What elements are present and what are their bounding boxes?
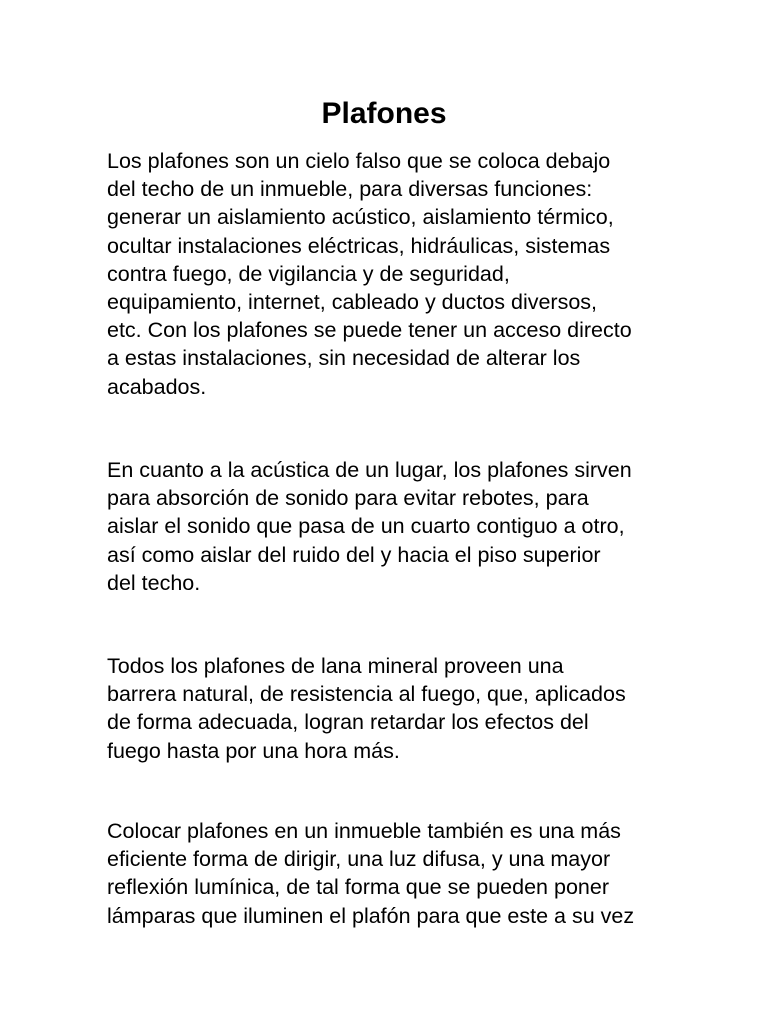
text-line: lámparas que iluminen el plafón para que este a su vez xyxy=(107,903,635,928)
text-line: Los plafones son un cielo falso que se coloca debajo xyxy=(107,149,611,173)
text-line: ocultar instalaciones eléctricas, hidráulicas, sistemas xyxy=(107,233,611,258)
text-line: reflexión lumínica, de tal forma que se pueden poner xyxy=(107,875,609,900)
text-line: fuego hasta por una hora más. xyxy=(107,738,400,763)
paragraph-2 xyxy=(107,456,687,597)
page-title: Plafones xyxy=(321,97,447,130)
text-line: Todos los plafones de lana mineral proveen una xyxy=(107,654,564,678)
text-line: contra fuego, de vigilancia y de seguridad, xyxy=(107,261,510,286)
text-line: así como aislar del ruido del y hacia el piso superior xyxy=(107,542,601,567)
paragraph-3 xyxy=(107,652,687,765)
text-line: acabados. xyxy=(107,374,207,399)
text-line: del techo de un inmueble, para diversas funciones: xyxy=(107,177,593,202)
text-line: del techo. xyxy=(107,570,201,595)
text-line: de forma adecuada, logran retardar los efectos del xyxy=(107,710,589,735)
text-line: para absorción de sonido para evitar rebotes, para xyxy=(107,486,589,511)
text-line: Colocar plafones en un inmueble también es una más xyxy=(107,819,621,843)
text-line: En cuanto a la acústica de un lugar, los plafones sirven xyxy=(107,458,632,482)
text-line: eficiente forma de dirigir, una luz difusa, y una mayor xyxy=(107,847,611,872)
text-line: generar un aislamiento acústico, aislamiento térmico, xyxy=(107,205,614,230)
text-line: aislar el sonido que pasa de un cuarto contiguo a otro, xyxy=(107,514,625,539)
text-line: barrera natural, de resistencia al fuego, que, aplicados xyxy=(107,682,626,707)
text-line: etc. Con los plafones se puede tener un acceso directo xyxy=(107,318,632,343)
paragraph-1 xyxy=(107,147,687,401)
text-line: a estas instalaciones, sin necesidad de alterar los xyxy=(107,346,581,371)
text-line: equipamiento, internet, cableado y ductos diversos, xyxy=(107,290,598,315)
paragraph-4 xyxy=(107,817,687,930)
